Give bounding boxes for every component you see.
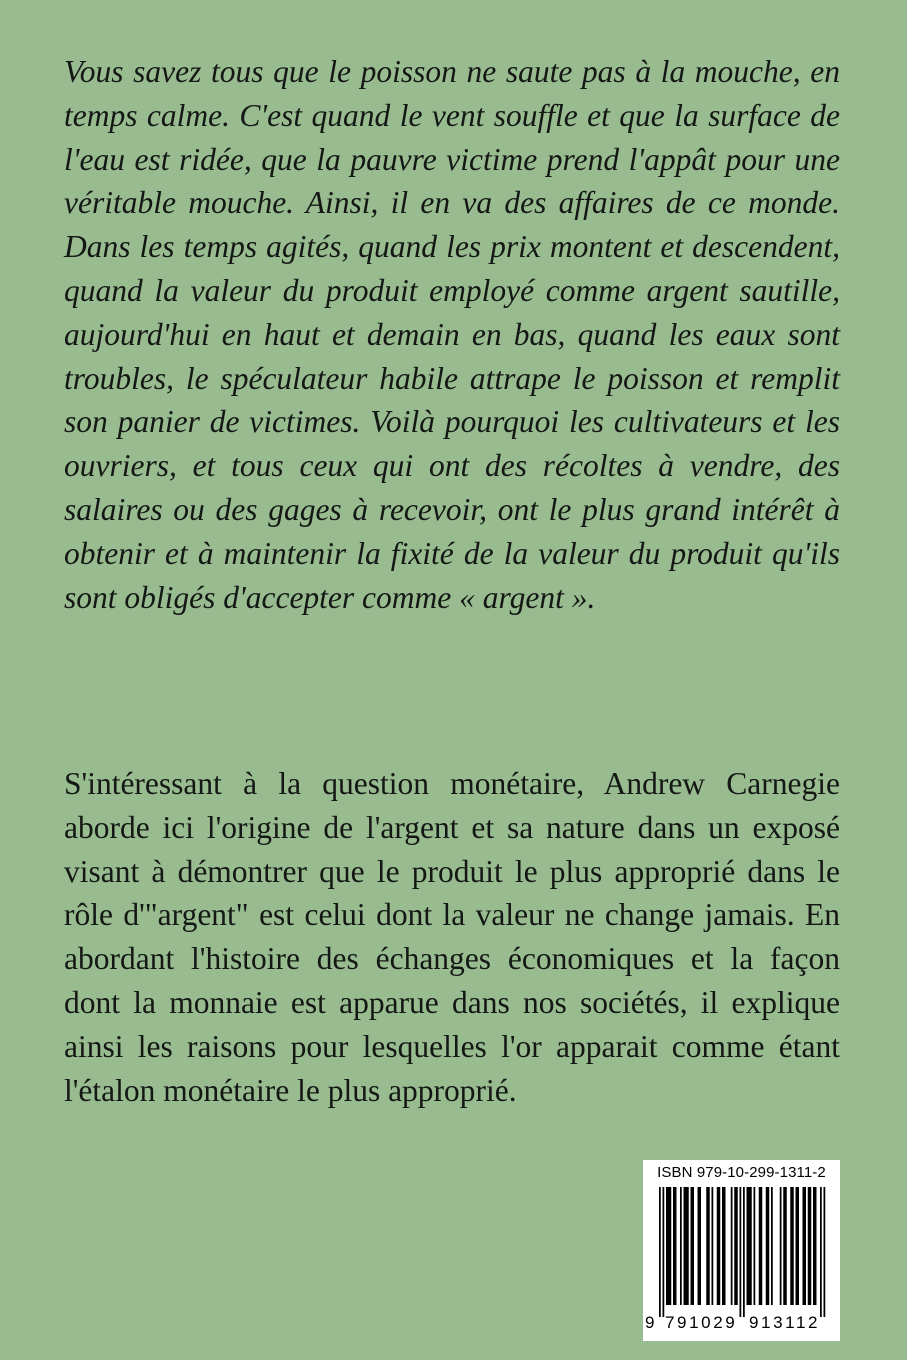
book-summary: S'intéressant à la question monétaire, Andrew Carnegie aborde ici l'origine de l'argent et sa nature dans un exposé visant à démontrer que le produit le plus approprié dans le rôle d'"argent" est celui dont la valeur ne change jamais. En abordant l'histoire des échanges économiques et la façon dont la monnaie est apparue dans nos sociétés, il explique ainsi les raisons pour lesquelles l'or apparait comme étant l'étalon monétaire le plus approprié. [64, 766, 840, 1108]
barcode-bar-24 [796, 1187, 800, 1305]
barcode-bar-6 [691, 1187, 695, 1305]
ean-digits [643, 1312, 840, 1336]
barcode-bar-9 [712, 1187, 714, 1305]
barcode-bar-29 [824, 1187, 826, 1317]
barcode-bar-16 [747, 1187, 752, 1305]
barcode-bar-8 [706, 1187, 710, 1305]
barcode-bar-10 [717, 1187, 721, 1305]
barcode-bar-18 [759, 1187, 763, 1305]
barcode-bar-23 [790, 1187, 794, 1305]
barcode-bar-2 [666, 1187, 671, 1305]
isbn-label: ISBN 979-10-299-1311-2 [657, 1164, 826, 1181]
barcode-bar-19 [766, 1187, 770, 1305]
barcode-bar-13 [734, 1187, 738, 1305]
barcode-bar-22 [783, 1187, 787, 1305]
barcode-bar-15 [743, 1187, 745, 1317]
barcode-bar-14 [740, 1187, 742, 1317]
barcode-bar-28 [820, 1187, 822, 1317]
barcode-bars [651, 1187, 832, 1324]
barcode-bar-0 [659, 1187, 661, 1317]
ean-right-digits: 913112 [749, 1313, 821, 1332]
barcode-bar-12 [731, 1187, 733, 1305]
barcode-bar-1 [663, 1187, 665, 1317]
barcode-bar-21 [780, 1187, 782, 1305]
barcode-bar-7 [698, 1187, 702, 1305]
barcode-bar-11 [722, 1187, 726, 1305]
barcode-bar-4 [680, 1187, 682, 1305]
barcode-bar-17 [754, 1187, 756, 1305]
barcode-bar-3 [673, 1187, 677, 1305]
barcode-bar-27 [813, 1187, 817, 1305]
barcode-bar-25 [803, 1187, 807, 1305]
barcode-bar-26 [808, 1187, 812, 1305]
isbn-barcode [643, 1160, 840, 1341]
back-cover-quote: Vous savez tous que le poisson ne saute pas à la mouche, en temps calme. C'est quand le vent souffle et que la surface de l'eau est ridée, que la pauvre victime prend l'appât pour une véritable mouche. Ainsi, il en va des affaires de ce monde. Dans les temps agités, quand les prix montent et descendent, quand la valeur du produit employé comme argent sautille, aujourd'hui en haut et demain en bas, quand les eaux sont troubles, le spéculateur habile attrape le poisson et remplit son panier de victimes. Voilà pourquoi les cultivateurs et les ouvriers, et tous ceux qui ont des récoltes à vendre, des salaires ou des gages à recevoir, ont le plus grand intérêt à obtenir et à maintenir la fixité de la valeur du produit qu'ils sont obligés d'accepter comme « argent ». [64, 54, 840, 615]
barcode-bar-5 [684, 1187, 689, 1305]
ean-first-digit: 9 [645, 1313, 655, 1332]
barcode-bar-20 [771, 1187, 773, 1305]
ean-left-digits: 791029 [665, 1313, 738, 1332]
